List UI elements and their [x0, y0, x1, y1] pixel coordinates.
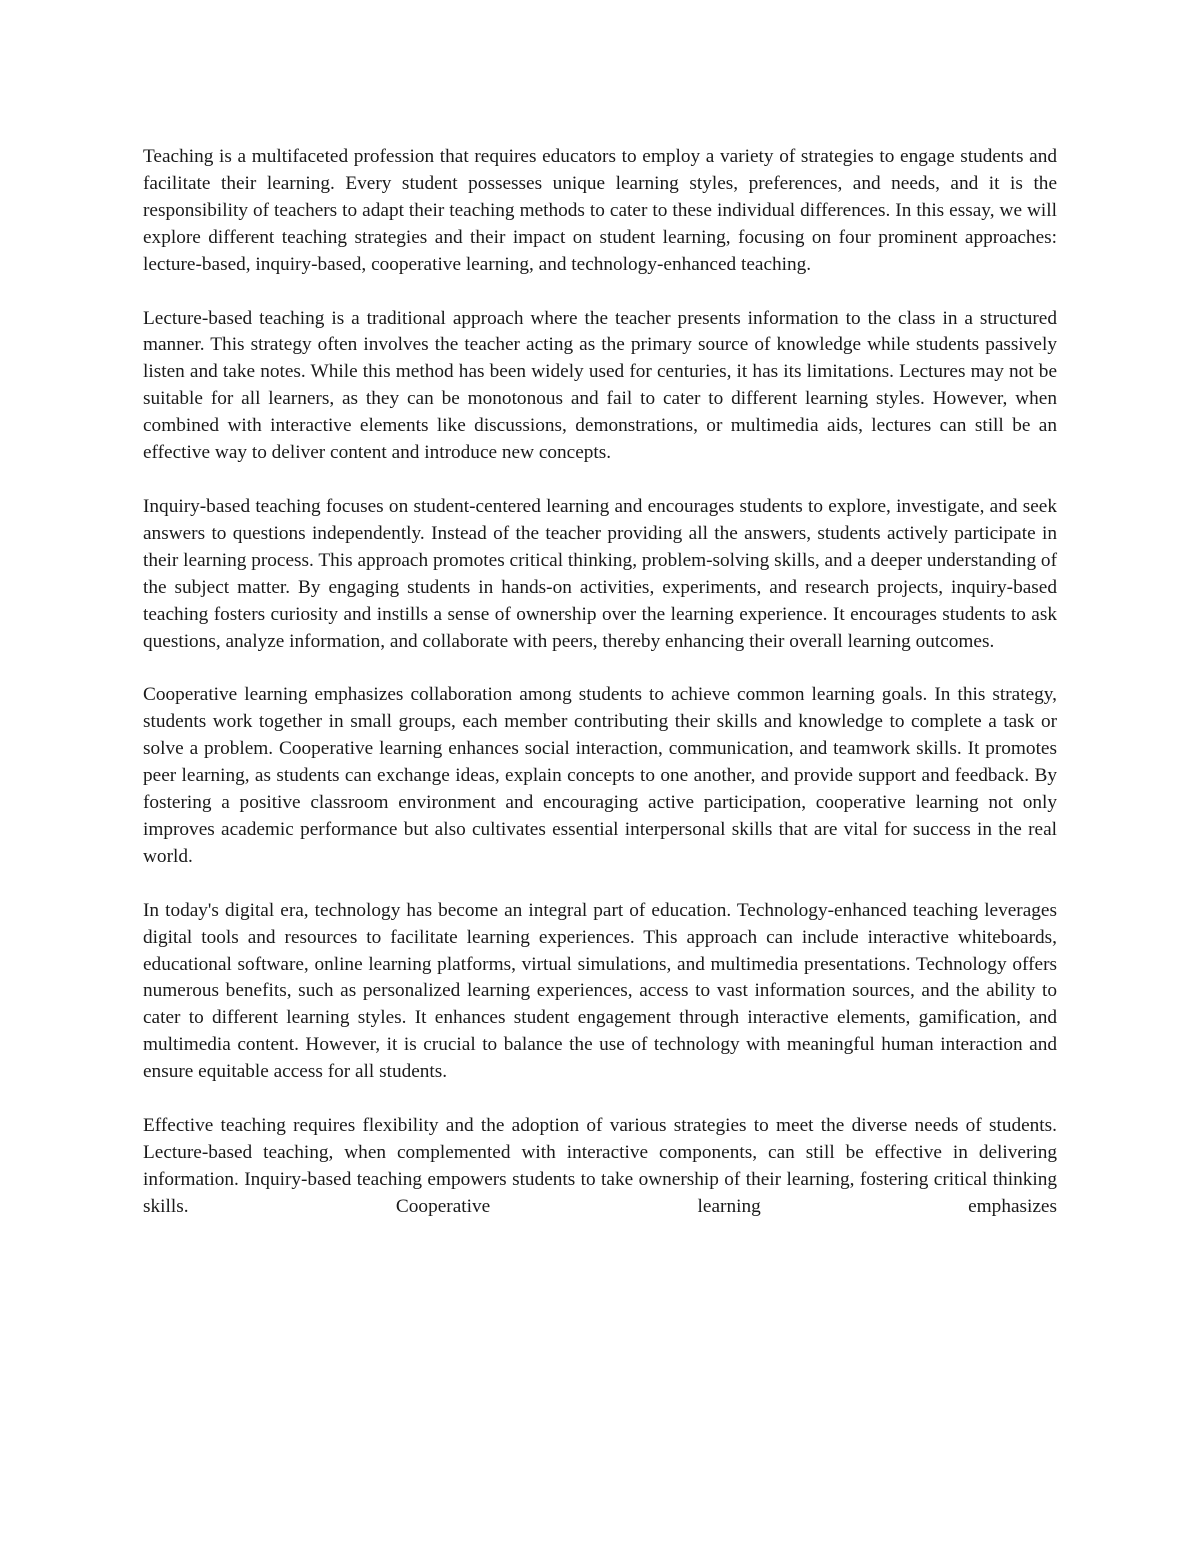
- paragraph-lecture-based: Lecture-based teaching is a traditional approach where the teacher presents information to the class in a structured manner. This strategy often involves the teacher acting as the primary source of knowledge while students passively listen and take notes. While this method has been widely used for centuries, it has its limitations. Lectures may not be suitable for all learners, as they can be monotonous and fail to cater to different learning styles. However, when combined with interactive elements like discussions, demonstrations, or multimedia aids, lectures can still be an effective way to deliver content and introduce new concepts.: [143, 307, 1057, 464]
- paragraph-technology-enhanced: In today's digital era, technology has become an integral part of education. Technology-enhanced teaching leverages digital tools and resources to facilitate learning experiences. This approach can include interactive whiteboards, educational software, online learning platforms, virtual simulations, and multimedia presentations. Technology offers numerous benefits, such as personalized learning experiences, access to vast information sources, and the ability to cater to different learning styles. It enhances student engagement through interactive elements, gamification, and multimedia content. However, it is crucial to balance the use of technology with meaningful human interaction and ensure equitable access for all students.: [143, 899, 1057, 1083]
- paragraph-introduction: Teaching is a multifaceted profession that requires educators to employ a variety of strategies to engage students and facilitate their learning. Every student possesses unique learning styles, preferences, and needs, and it is the responsibility of teachers to adapt their teaching methods to cater to these individual differences. In this essay, we will explore different teaching strategies and their impact on student learning, focusing on four prominent approaches: lecture-based, inquiry-based, cooperative learning, and technology-enhanced teaching.: [143, 146, 1057, 275]
- document-body: [143, 144, 1057, 1221]
- paragraph-inquiry-based: Inquiry-based teaching focuses on student-centered learning and encourages students to explore, investigate, and seek answers to questions independently. Instead of the teacher providing all the answers, students actively participate in their learning process. This approach promotes critical thinking, problem-solving skills, and a deeper understanding of the subject matter. By engaging students in hands-on activities, experiments, and research projects, inquiry-based teaching fosters curiosity and instills a sense of ownership over the learning experience. It encourages students to ask questions, analyze information, and collaborate with peers, thereby enhancing their overall learning outcomes.: [143, 495, 1057, 652]
- paragraph-cooperative-learning: Cooperative learning emphasizes collaboration among students to achieve common learning goals. In this strategy, students work together in small groups, each member contributing their skills and knowledge to complete a task or solve a problem. Cooperative learning enhances social interaction, communication, and teamwork skills. It promotes peer learning, as students can exchange ideas, explain concepts to one another, and provide support and feedback. By fostering a positive classroom environment and encouraging active participation, cooperative learning not only improves academic performance but also cultivates essential interpersonal skills that are vital for success in the real world.: [143, 684, 1057, 867]
- paragraph-conclusion: Effective teaching requires flexibility and the adoption of various strategies to meet the diverse needs of students. Lecture-based teaching, when complemented with interactive components, can still be effective in delivering information. Inquiry-based teaching empowers students to take ownership of their learning, fostering critical thinking skills. Cooperative learning emphasizes: [143, 1115, 1057, 1217]
